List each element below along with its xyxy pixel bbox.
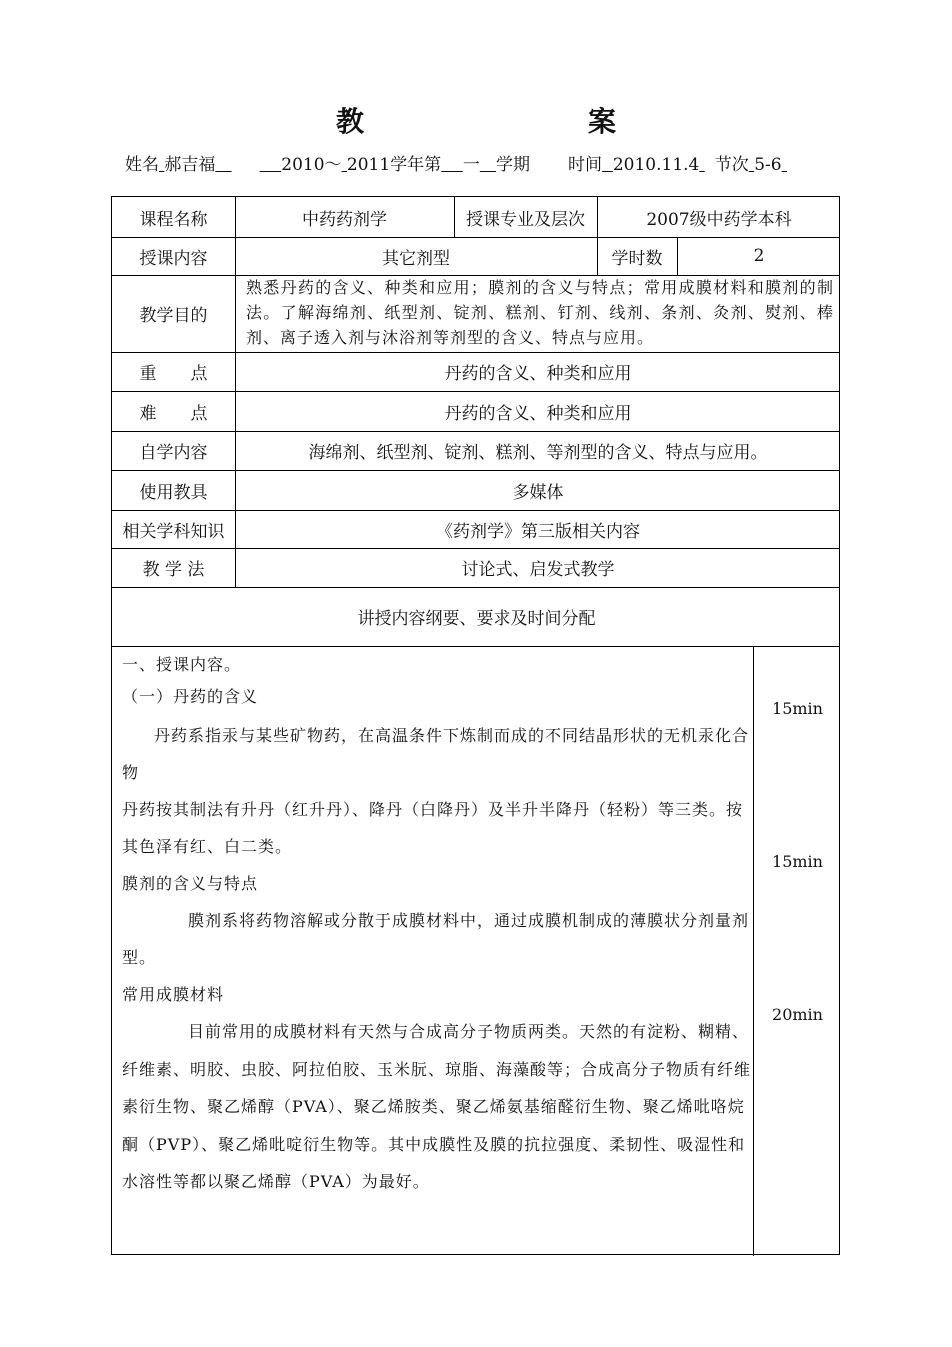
subsection-heading: 常用成膜材料 bbox=[122, 985, 225, 1004]
term-label: 学期 bbox=[496, 155, 531, 175]
time-label: 时间 bbox=[568, 155, 603, 175]
difficult-value: 丹药的含义、种类和应用 bbox=[444, 403, 632, 424]
paragraph: 目前常用的成膜材料有天然与合成高分子物质两类。天然的有淀粉、糊精、纤维素、明胶、虫胶、阿拉伯胶、玉米朊、琼脂、海藻酸等；合成高分子物质有纤维素衍生物、聚乙烯醇（PVA）、聚乙烯胺类、聚乙烯氨基缩醛衍生物、聚乙烯吡咯烷酮（PVP）、聚乙烯吡啶衍生物等。其中成膜性及膜的抗拉强度、柔韧性、吸湿性和水溶性等都以聚乙烯醇（PVA）为最好。 bbox=[122, 1022, 752, 1191]
objective-text: 熟悉丹药的含义、种类和应用；膜剂的含义与特点；常用成膜材料和膜剂的制法。了解海绵剂、纸型剂、锭剂、糕剂、钉剂、线剂、条剂、灸剂、熨剂、棒剂、离子透入剂与沐浴剂等剂型的含义、特点与应用。 bbox=[246, 278, 834, 347]
subsection-heading: （一）丹药的含义 bbox=[122, 687, 259, 706]
lesson-plan-table bbox=[111, 196, 840, 1255]
hours-label: 学时数 bbox=[611, 248, 663, 269]
selfstudy-value: 海绵剂、纸型剂、锭剂、糕剂、等剂型的含义、特点与应用。 bbox=[308, 443, 768, 463]
difficult-label: 难 点 bbox=[139, 403, 208, 424]
date: 2010.11.4 bbox=[612, 155, 700, 175]
knowledge-label: 相关学科知识 bbox=[122, 521, 225, 542]
content-label: 授课内容 bbox=[139, 248, 208, 269]
academic-year: 2010～ 2011 bbox=[281, 155, 391, 175]
header-info bbox=[125, 150, 787, 175]
time-allocation: 15min bbox=[772, 699, 823, 718]
key-value: 丹药的含义、种类和应用 bbox=[444, 364, 632, 384]
objective-label: 教学目的 bbox=[139, 306, 208, 326]
tools-label: 使用教具 bbox=[139, 482, 208, 503]
year-label: 学年第 bbox=[390, 155, 442, 175]
term: 一 bbox=[462, 155, 480, 175]
teacher-name: 郝吉福 bbox=[164, 155, 216, 175]
time-allocation: 15min bbox=[772, 852, 823, 871]
key-label: 重 点 bbox=[139, 364, 208, 384]
major-value: 2007级中药学本科 bbox=[646, 209, 792, 230]
document-title: 教 案 bbox=[335, 105, 672, 138]
method-value: 讨论式、启发式教学 bbox=[461, 560, 615, 580]
session-label: 节次 bbox=[714, 155, 749, 175]
paragraph: 丹药系指汞与某些矿物药，在高温条件下炼制而成的不同结晶形状的无机汞化合物 bbox=[122, 726, 750, 782]
paragraph: 膜剂系将药物溶解或分散于成膜材料中，通过成膜机制成的薄膜状分剂量剂型。 bbox=[122, 911, 750, 967]
lecture-content bbox=[122, 649, 752, 1201]
time-allocation: 20min bbox=[772, 1005, 823, 1024]
course-name: 中药药剂学 bbox=[302, 209, 387, 230]
knowledge-value: 《药剂学》第三版相关内容 bbox=[436, 521, 640, 542]
outline-heading: 讲授内容纲要、要求及时间分配 bbox=[357, 609, 596, 629]
method-label: 教 学 法 bbox=[142, 560, 205, 580]
name-label: 姓名 bbox=[125, 155, 159, 175]
session: 5-6 bbox=[754, 155, 782, 175]
paragraph: 丹药按其制法有升丹（红升丹）、降丹（白降丹）及半升半降丹（轻粉）等三类。按其色泽有红、白二类。 bbox=[122, 800, 744, 856]
major-label: 授课专业及层次 bbox=[466, 209, 585, 230]
hours-value: 2 bbox=[753, 246, 765, 266]
content-value: 其它剂型 bbox=[382, 248, 450, 269]
selfstudy-label: 自学内容 bbox=[139, 443, 208, 463]
subsection-heading: 膜剂的含义与特点 bbox=[122, 874, 259, 893]
tools-value: 多媒体 bbox=[512, 482, 564, 503]
course-label: 课程名称 bbox=[139, 209, 208, 230]
section-heading: 一、授课内容。 bbox=[122, 655, 242, 674]
